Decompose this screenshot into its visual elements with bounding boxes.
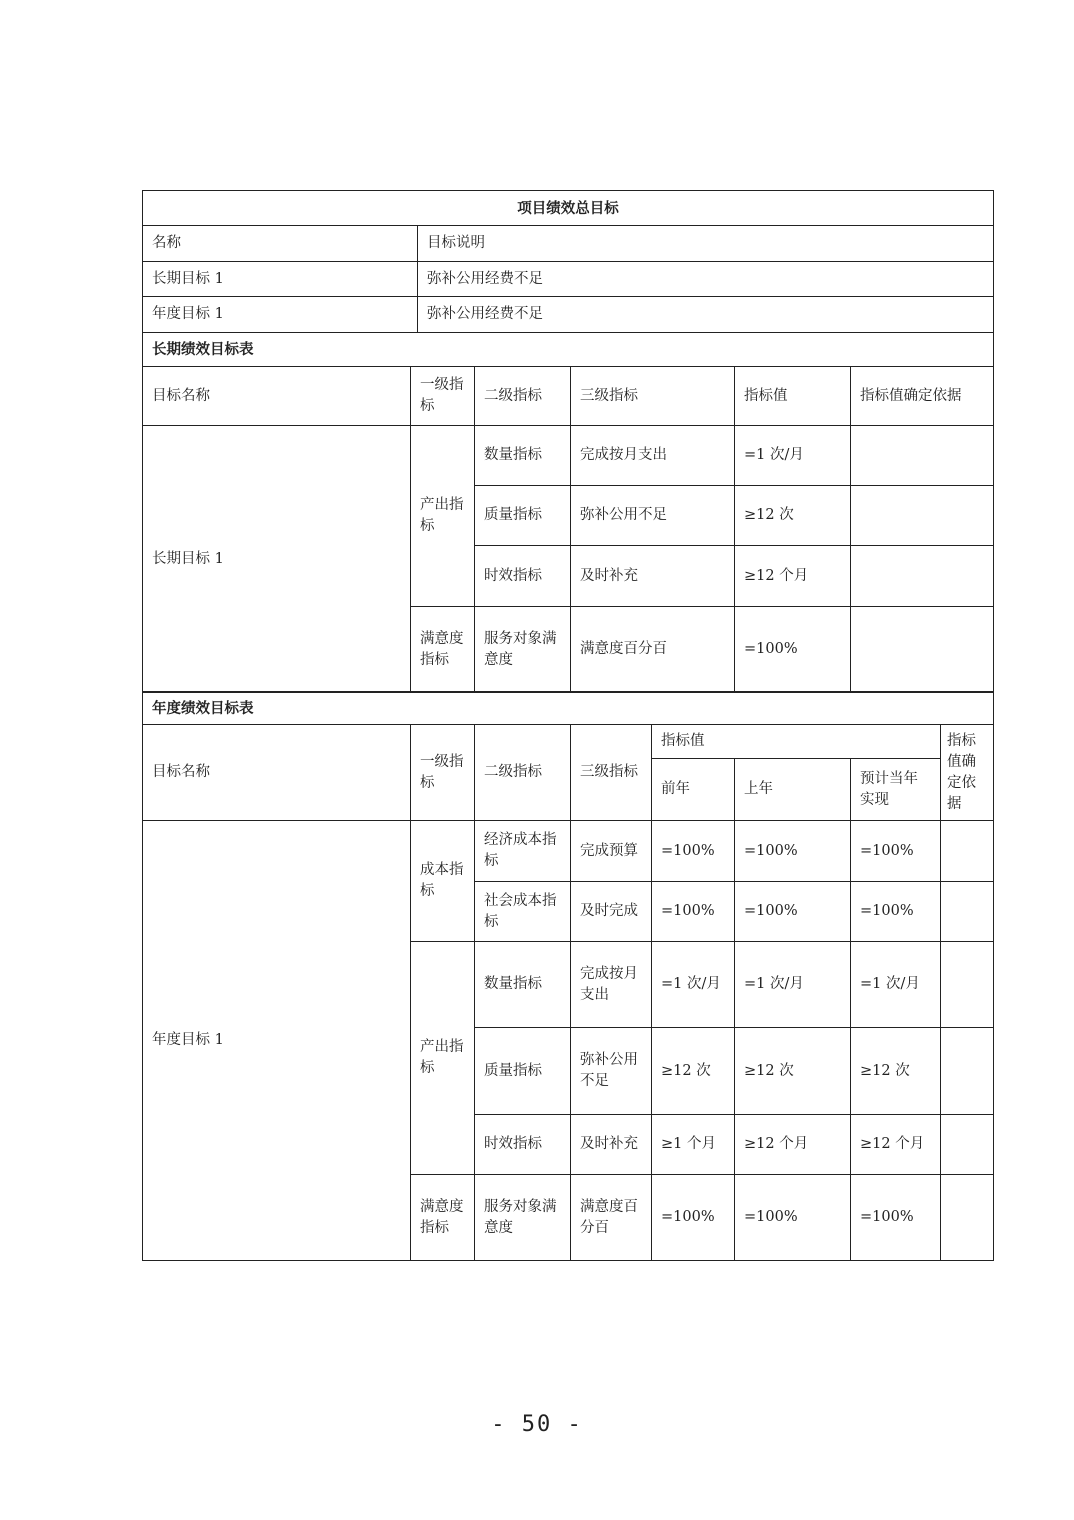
lt-header-basis: 指标值确定依据 bbox=[851, 367, 994, 426]
lt-header-level1: 一级指标 bbox=[411, 367, 475, 426]
an-header-level3: 三级指标 bbox=[571, 725, 652, 821]
an-level2: 时效指标 bbox=[475, 1115, 571, 1175]
long-term-section-title: 长期绩效目标表 bbox=[143, 333, 994, 367]
lt-group-output: 产出指标 bbox=[411, 426, 475, 607]
an-header-level2: 二级指标 bbox=[475, 725, 571, 821]
an-basis bbox=[941, 942, 994, 1028]
an-basis bbox=[941, 821, 994, 882]
an-level3: 及时完成 bbox=[571, 882, 652, 942]
an-group-output: 产出指标 bbox=[411, 942, 475, 1175]
an-basis bbox=[941, 1115, 994, 1175]
an-prev1: =100% bbox=[735, 882, 851, 942]
an-level2: 经济成本指标 bbox=[475, 821, 571, 882]
an-basis bbox=[941, 1028, 994, 1115]
lt-header-level2: 二级指标 bbox=[475, 367, 571, 426]
an-current: ≥12 个月 bbox=[851, 1115, 941, 1175]
summary-row-desc: 弥补公用经费不足 bbox=[418, 297, 994, 333]
lt-basis bbox=[851, 607, 994, 693]
summary-header-name: 名称 bbox=[143, 226, 418, 262]
an-prev2: ≥1 个月 bbox=[652, 1115, 735, 1175]
lt-level3: 弥补公用不足 bbox=[571, 486, 735, 546]
lt-basis bbox=[851, 486, 994, 546]
an-header-level1: 一级指标 bbox=[411, 725, 475, 821]
an-current: =1 次/月 bbox=[851, 942, 941, 1028]
an-current: =100% bbox=[851, 821, 941, 882]
lt-level3: 及时补充 bbox=[571, 546, 735, 607]
an-level2: 质量指标 bbox=[475, 1028, 571, 1115]
lt-basis bbox=[851, 426, 994, 486]
an-prev2: =1 次/月 bbox=[652, 942, 735, 1028]
page-number: - 50 - bbox=[491, 1412, 583, 1437]
an-prev2: =100% bbox=[652, 1175, 735, 1261]
annual-section-title: 年度绩效目标表 bbox=[143, 692, 994, 725]
lt-level2: 服务对象满意度 bbox=[475, 607, 571, 693]
lt-value: =1 次/月 bbox=[735, 426, 851, 486]
long-term-table bbox=[142, 190, 994, 693]
lt-level3: 完成按月支出 bbox=[571, 426, 735, 486]
an-current: ≥12 次 bbox=[851, 1028, 941, 1115]
lt-level3: 满意度百分百 bbox=[571, 607, 735, 693]
an-header-prev2: 前年 bbox=[652, 759, 735, 821]
an-current: =100% bbox=[851, 1175, 941, 1261]
an-group-cost: 成本指标 bbox=[411, 821, 475, 942]
an-level2: 服务对象满意度 bbox=[475, 1175, 571, 1261]
an-level2: 数量指标 bbox=[475, 942, 571, 1028]
summary-row-name: 年度目标 1 bbox=[143, 297, 418, 333]
an-prev1: =1 次/月 bbox=[735, 942, 851, 1028]
an-level3: 满意度百分百 bbox=[571, 1175, 652, 1261]
summary-row-desc: 弥补公用经费不足 bbox=[418, 262, 994, 297]
an-level3: 完成按月支出 bbox=[571, 942, 652, 1028]
an-prev2: =100% bbox=[652, 821, 735, 882]
lt-level2: 质量指标 bbox=[475, 486, 571, 546]
lt-goal-name: 长期目标 1 bbox=[143, 426, 411, 693]
an-level3: 完成预算 bbox=[571, 821, 652, 882]
an-header-basis: 指标值确定依据 bbox=[941, 725, 994, 821]
an-prev2: =100% bbox=[652, 882, 735, 942]
an-header-value: 指标值 bbox=[652, 725, 941, 759]
an-header-current: 预计当年实现 bbox=[851, 759, 941, 821]
annual-table bbox=[142, 691, 994, 1261]
lt-header-goal: 目标名称 bbox=[143, 367, 411, 426]
an-prev2: ≥12 次 bbox=[652, 1028, 735, 1115]
lt-level2: 时效指标 bbox=[475, 546, 571, 607]
an-level3: 弥补公用不足 bbox=[571, 1028, 652, 1115]
an-header-prev1: 上年 bbox=[735, 759, 851, 821]
lt-value: ≥12 次 bbox=[735, 486, 851, 546]
an-level2: 社会成本指标 bbox=[475, 882, 571, 942]
lt-header-value: 指标值 bbox=[735, 367, 851, 426]
lt-value: ≥12 个月 bbox=[735, 546, 851, 607]
an-goal-name: 年度目标 1 bbox=[143, 821, 411, 1261]
an-prev1: ≥12 次 bbox=[735, 1028, 851, 1115]
lt-group-satisfaction: 满意度指标 bbox=[411, 607, 475, 693]
lt-value: =100% bbox=[735, 607, 851, 693]
an-level3: 及时补充 bbox=[571, 1115, 652, 1175]
lt-basis bbox=[851, 546, 994, 607]
an-group-satisfaction: 满意度指标 bbox=[411, 1175, 475, 1261]
an-prev1: ≥12 个月 bbox=[735, 1115, 851, 1175]
lt-level2: 数量指标 bbox=[475, 426, 571, 486]
an-header-goal: 目标名称 bbox=[143, 725, 411, 821]
an-prev1: =100% bbox=[735, 821, 851, 882]
summary-header-desc: 目标说明 bbox=[418, 226, 994, 262]
lt-header-level3: 三级指标 bbox=[571, 367, 735, 426]
an-basis bbox=[941, 882, 994, 942]
an-current: =100% bbox=[851, 882, 941, 942]
an-basis bbox=[941, 1175, 994, 1261]
an-prev1: =100% bbox=[735, 1175, 851, 1261]
summary-row-name: 长期目标 1 bbox=[143, 262, 418, 297]
summary-title: 项目绩效总目标 bbox=[143, 191, 994, 226]
